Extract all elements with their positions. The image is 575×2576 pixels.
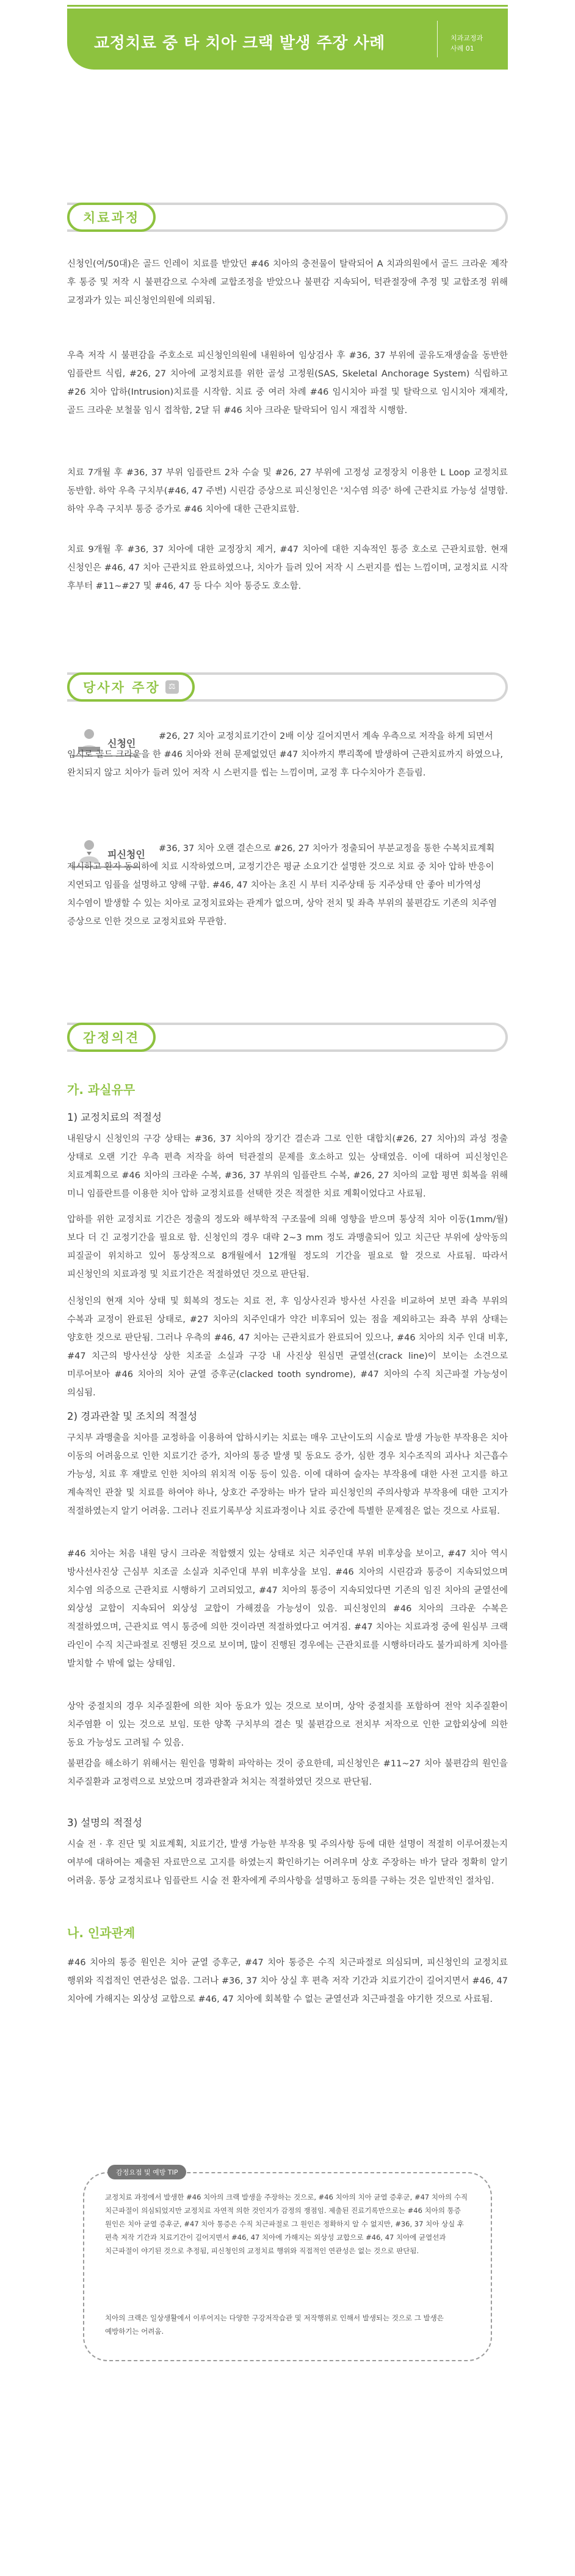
heading-followup-appropriateness: 2) 경과관찰 및 조치의 적절성 <box>67 1411 198 1422</box>
header-banner <box>67 9 508 70</box>
process-paragraph-2: 우측 저작 시 불편감을 주호소로 피신청인의원에 내원하여 임상검사 후 #36, 37 부위에 골유도재생술을 동반한 임플란트 식립, #26, 27 치아에 교정치료를 위한 골성 고정원(SAS, Skeletal Anchorage System) 식립하고 #26 치아 압하(Intrusion)치료를 시작함. 치료 중 여러 차례 #46 임시치아 파절 및 탈락으로 임시치아 재제작, 골드 크라운 보철물 임시 접착함, 2달 뒤 #46 치아 크라운 탈락되어 임시 재접착 시행함. <box>67 351 508 416</box>
tip-paragraph-1: 교정치료 과정에서 발생한 #46 치아의 크랙 발생을 주장하는 것으로, #46 치아의 치아 균열 증후군, #47 치아의 수직 치근파절이 의심되었지만 교정치료 자연적 의한 것인지가 감정의 쟁점임. 제출된 진료기록만으로는 #46 치아의 통증 원인은 치아 균열 증후군, #47 치아 통증은 수직 치근파절로 그 원인은 정확하지 알 수 없지만, #36, 37 치아 상실 후 편측 저작 기간과 치료기간이 길어지면서 #46, 47 치아에 가해지는 외상성 교합으로 #46, 47 치아에 균열선과 치근파절이 야기된 것으로 추정됨, 피신청인의 교정치료 행위와 직접적인 연관성은 없는 것으로 판단됨. <box>105 2193 468 2255</box>
respondent-label: 피신청인 <box>107 849 145 860</box>
subsection-causation: 나. 인과관계 <box>67 1926 136 1940</box>
process-paragraph-4: 치료 9개월 후 #36, 37 치아에 대한 교정장치 제거, #47 치아에 대한 지속적인 통증 호소로 근관치료함. 현재 신청인은 #46, 47 치아 근관치료 완료하였으나, 치아가 들려 있어 저작 시 스펀지를 씹는 느낌이며, 교정치료 시작 후부터 #11~#27 및 #46, 47 등 다수 치아 통증도 호소함. <box>67 545 508 591</box>
heading-ortho-appropriateness: 1) 교정치료의 적절성 <box>67 1112 162 1123</box>
process-paragraph-3: 치료 7개월 후 #36, 37 부위 임플란트 2차 수술 및 #26, 27 부위에 고정성 교정장치 이용한 L Loop 교정치료 동반함. 하악 우측 구치부(#46, 47 주변) 시린감 증상으로 피신청인은 '치수염 의증' 하에 근관치료 가능성 설명함. 하악 우측 구치부 통증 증가로 #46 치아에 대한 근관치료함. <box>67 468 508 514</box>
header-category-case: 사례 01 <box>450 45 474 52</box>
section-title-claims-text: 당사자 주장 <box>83 680 161 695</box>
section-title-opinion-text: 감정의견 <box>83 1031 140 1045</box>
header-top-rule <box>67 5 508 7</box>
claimant-label: 신청인 <box>107 738 136 749</box>
opinion-paragraph-6: 상악 중절치의 경우 치주질환에 의한 치아 동요가 있는 것으로 보이며, 상악 중절치를 포함하여 전악 치주질환이 치주염환 이 있는 것으로 보임. 또한 양쪽 구치부의 결손 및 불편감으로 전치부 저작으로 인한 교합외상에 의한 동요 가능성도 고려될 수 있음. <box>67 1702 508 1748</box>
gavel-icon: ⚖ <box>165 680 179 694</box>
tip-paragraph-2: 치아의 크랙은 일상생활에서 이루어지는 다양한 구강저작습관 및 저작행위로 인해서 발생되는 것으로 그 발생은 예방하기는 어려움. <box>105 2314 444 2336</box>
section-title-process <box>67 203 156 232</box>
page-title: 교정치료 중 타 치아 크랙 발생 주장 사례 <box>94 34 385 52</box>
subsection-negligence: 가. 과실유무 <box>67 1082 136 1097</box>
process-paragraph-1: 신청인(여/50대)은 골드 인레이 치료를 받았던 #46 치아의 충전물이 탈락되어 A 치과의원에서 골드 크라운 제작 후 통증 및 저작 시 불편감으로 수차례 교합조정을 받았으나 불편감 지속되어, 턱관절장애 추정 및 교합조정 위해 교정과가 있는 피신청인의원에 의뢰됨. <box>67 259 508 306</box>
header-category <box>450 33 483 54</box>
opinion-paragraph-5: #46 치아는 처음 내원 당시 크라운 적합했지 있는 상태로 치근 치주인대 부위 비후상을 보이고, #47 치아 역시 방사선사진상 근심부 치조골 소실과 치주인대 부위 비후상을 보임. #46 치아의 시린감과 통증이 지속되었으며 치수염 의증으로 근관치료 시행하기 고려되었고, #47 치아의 통증이 지속되었다면 기존의 임진 치아의 균열선에 외상성 교합이 지속되어 외상성 교합이 가해졌을 가능성이 있음. 피신청인의 #46 치아의 크라운 수복은 적절하였으며, 근관치료 역시 통증에 의한 것이라면 적절하였다고 여겨짐. #47 치아는 치료과정 중에 원심부 크랙 라인이 수직 치근파절로 진행된 것으로 보이며, 많이 진행된 경우에는 근관치료를 시행하더라도 불가피하게 치아를 발치할 수 밖에 없는 상태임. <box>67 1549 508 1669</box>
opinion-paragraph-7: 불편감을 해소하기 위해서는 원인을 명확히 파악하는 것이 중요한데, 피신청인은 #11~27 치아 불편감의 원인을 치주질환과 교정력으로 보았으며 경과관찰과 처치는 적절하였던 것으로 판단됨. <box>67 1759 508 1787</box>
header-divider <box>437 21 438 57</box>
respondent-statement: #36, 37 치아 오랜 결손으로 #26, 27 치아가 정출되어 부분교정을 통한 수복치료계획 제시하고 환자 동의하에 치료 시작하였으며, 교정기간은 평균 소요기간 설명한 것으로 치료 중 치아 압하 반응이 지연되고 임플을 설명하고 양해 구함. #46, 47 치아는 초진 시 부터 지주상태 등 지주상태 안 좋아 비가역성 치수염이 발생할 수 있는 치아로 교정치료와는 관계가 없으며, 상악 전치 및 좌측 부위의 불편감도 기존의 치주염 증상으로 인한 것으로 교정치료와 무관함. <box>67 844 497 927</box>
opinion-paragraph-4: 구치부 과맹출을 치아를 교정하을 이용하여 압하시키는 치료는 매우 고난이도의 시술로 발생 가능한 부작용은 치아 이동의 어려움으로 인한 치료기간 증가, 치아의 통증 발생 및 동요도 증가, 심한 경우 치수조직의 괴사나 치근흡수 가능성, 치료 후 재발로 인한 치아의 위치적 이동 등이 있음. 이에 대하여 술자는 부작용에 대한 사전 고지를 하고 계속적인 관찰 및 치료를 하여야 하나, 상호간 주장하는 바가 달라 피신청인의 주의사항과 부작용에 대한 고지가 적절하였는지 알기 어려움. 그러나 진료기록부상 치료과정이나 치료 중간에 특별한 문제점은 없는 것으로 사료됨. <box>67 1433 508 1516</box>
opinion-paragraph-3: 신청인의 현재 치아 상태 및 회복의 정도는 치료 전, 후 임상사진과 방사선 사진을 비교하여 보면 좌측 부위의 수복과 교정이 완료된 상태로, #27 치아의 치주인대가 약간 비후되어 있는 점을 제외하고는 좌측 부위 상태는 양호한 것으로 판단됨. 그러나 우측의 #46, 47 치아는 근관치료가 완료되어 있으나, #46 치아의 치주 인대 비후, #47 치근의 방사선상 상한 치조골 소실과 구강 내 사진상 원심면 균열선(crack line)이 보이는 소견으로 미루어보아 #46 치아의 치아 균열 증후군(clacked tooth syndrome), #47 치아의 수직 치근파절 가능성이 의심됨. <box>67 1297 508 1398</box>
opinion-paragraph-8: 시술 전 · 후 진단 및 치료계획, 치료기간, 발생 가능한 부작용 및 주의사항 등에 대한 설명이 적절히 이루어졌는지 여부에 대하여는 제출된 자료만으로 고지를 하였는지 확인하기는 어려우며 상호 주장하는 바가 달라 정확히 알기 어려움. 통상 교정치료나 임플란트 시술 전 환자에게 주의사항을 설명하고 동의를 구하는 것은 일반적인 절차임. <box>67 1840 508 1886</box>
opinion-paragraph-9: #46 치아의 통증 원인은 치아 균열 증후군, #47 치아 통증은 수직 치근파절로 의심되며, 피신청인의 교정치료 행위와 직접적인 연관성은 없음. 그러나 #36, 37 치아 상실 후 편측 저작 기간과 치료기간이 길어지면서 #46, 47 치아에 가해지는 외상성 교합으로 #46, 47 치아에 회복할 수 없는 균열선과 치근파절을 야기한 것으로 사료됨. <box>67 1958 508 2004</box>
header-category-dept: 치과교정과 <box>450 34 483 42</box>
section-title-claims <box>67 672 195 702</box>
claimant-statement: #26, 27 치아 교정치료기간이 2배 이상 길어지면서 계속 우측으로 저작을 하게 되면서 임시로 골드 크라운을 한 #46 치아와 전혀 문제없었던 #47 치아까지 뿌리쪽에 발생하여 근관치료까지 하였으나, 완치되지 않고 치아가 들려 있어 저작 시 스펀지를 씹는 느낌이며, 교정 후 다수치아가 흔들림. <box>67 732 504 778</box>
opinion-paragraph-2: 압하를 위한 교정치료 기간은 정출의 정도와 해부학적 구조물에 의해 영향을 받으며 통상적 치아 이동(1mm/월)보다 더 긴 교정기간을 필요로 함. 신청인의 경우 대략 2~3 mm 정도 과맹출되어 있고 치근단 부위에 상악동의 피질골이 위치하고 있어 통상적으로 8개월에서 12개월 정도의 기간을 필요로 할 것으로 사료됨. 따라서 피신청인의 치료과정 및 치료기간은 적절하였던 것으로 판단됨. <box>67 1215 508 1279</box>
section-title-process-text: 치료과정 <box>83 210 140 225</box>
opinion-paragraph-1: 내원당시 신청인의 구강 상태는 #36, 37 치아의 장기간 결손과 그로 인한 대합치(#26, 27 치아)의 과성 정출 상태로 오랜 기간 우측 편측 저작을 하여 턱관절의 문제를 호소하고 있는 상태였음. 이에 대하여 피신청인은 치료계획으로 #46 치아의 크라운 수복, #36, 37 부위의 임플란트 수복, #26, 27 치아의 교합 평면 회복을 위해 미니 임플란트를 이용한 치아 압하 교정치료를 선택한 것은 적절한 치료 계획이었다고 사료됨. <box>67 1134 508 1199</box>
tip-label: 감정요점 및 예방 TIP <box>107 2165 186 2179</box>
heading-explanation-appropriateness: 3) 설명의 적절성 <box>67 1817 143 1829</box>
section-title-opinion <box>67 1023 156 1052</box>
